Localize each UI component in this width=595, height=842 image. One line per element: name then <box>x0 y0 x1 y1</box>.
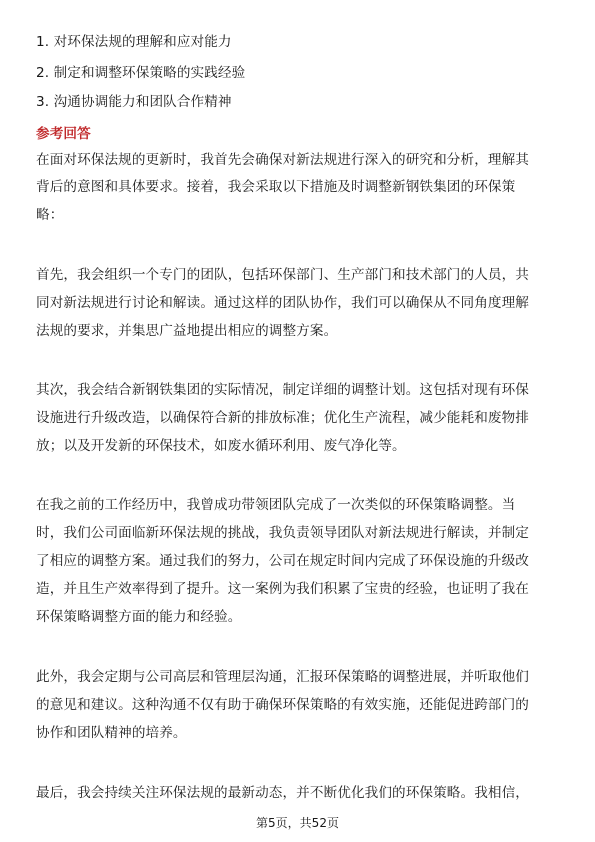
paragraph-line: 造，并且生产效率得到了提升。这一案例为我们积累了宝贵的经验，也证明了我在 <box>36 581 529 597</box>
list-item: 1. 对环保法规的理解和应对能力 <box>36 34 232 50</box>
paragraph-line: 环保策略调整方面的能力和经验。 <box>36 609 242 625</box>
page-number: 第5页，共52页 <box>256 816 339 830</box>
paragraph-line: 设施进行升级改造，以确保符合新的排放标准；优化生产流程，减少能耗和废物排 <box>36 410 529 426</box>
paragraph-line: 其次，我会结合新钢铁集团的实际情况，制定详细的调整计划。这包括对现有环保 <box>36 382 529 398</box>
paragraph-line: 略： <box>36 207 64 223</box>
paragraph-line: 时，我们公司面临新环保法规的挑战，我负责领导团队对新法规进行解读，并制定 <box>36 525 529 541</box>
paragraph-line: 此外，我会定期与公司高层和管理层沟通，汇报环保策略的调整进展，并听取他们 <box>36 669 529 685</box>
paragraph-line: 的意见和建议。这种沟通不仅有助于确保环保策略的有效实施，还能促进跨部门的 <box>36 697 529 713</box>
paragraph-line: 背后的意图和具体要求。接着，我会采取以下措施及时调整新钢铁集团的环保策 <box>36 179 516 195</box>
paragraph-line: 最后，我会持续关注环保法规的最新动态，并不断优化我们的环保策略。我相信， <box>36 785 529 801</box>
paragraph-line: 放；以及开发新的环保技术，如废水循环利用、废气净化等。 <box>36 438 406 454</box>
list-item: 2. 制定和调整环保策略的实践经验 <box>36 65 246 81</box>
paragraph-line: 法规的要求，并集思广益地提出相应的调整方案。 <box>36 323 338 339</box>
paragraph-line: 首先，我会组织一个专门的团队，包括环保部门、生产部门和技术部门的人员，共 <box>36 267 529 283</box>
paragraph-line: 协作和团队精神的培养。 <box>36 725 187 741</box>
list-item: 3. 沟通协调能力和团队合作精神 <box>36 94 232 110</box>
answer-heading: 参考回答 <box>36 126 91 142</box>
paragraph-line: 在我之前的工作经历中，我曾成功带领团队完成了一次类似的环保策略调整。当 <box>36 497 516 513</box>
paragraph-line: 在面对环保法规的更新时，我首先会确保对新法规进行深入的研究和分析，理解其 <box>36 152 529 168</box>
paragraph-line: 了相应的调整方案。通过我们的努力，公司在规定时间内完成了环保设施的升级改 <box>36 553 529 569</box>
paragraph-line: 同对新法规进行讨论和解读。通过这样的团队协作，我们可以确保从不同角度理解 <box>36 295 529 311</box>
